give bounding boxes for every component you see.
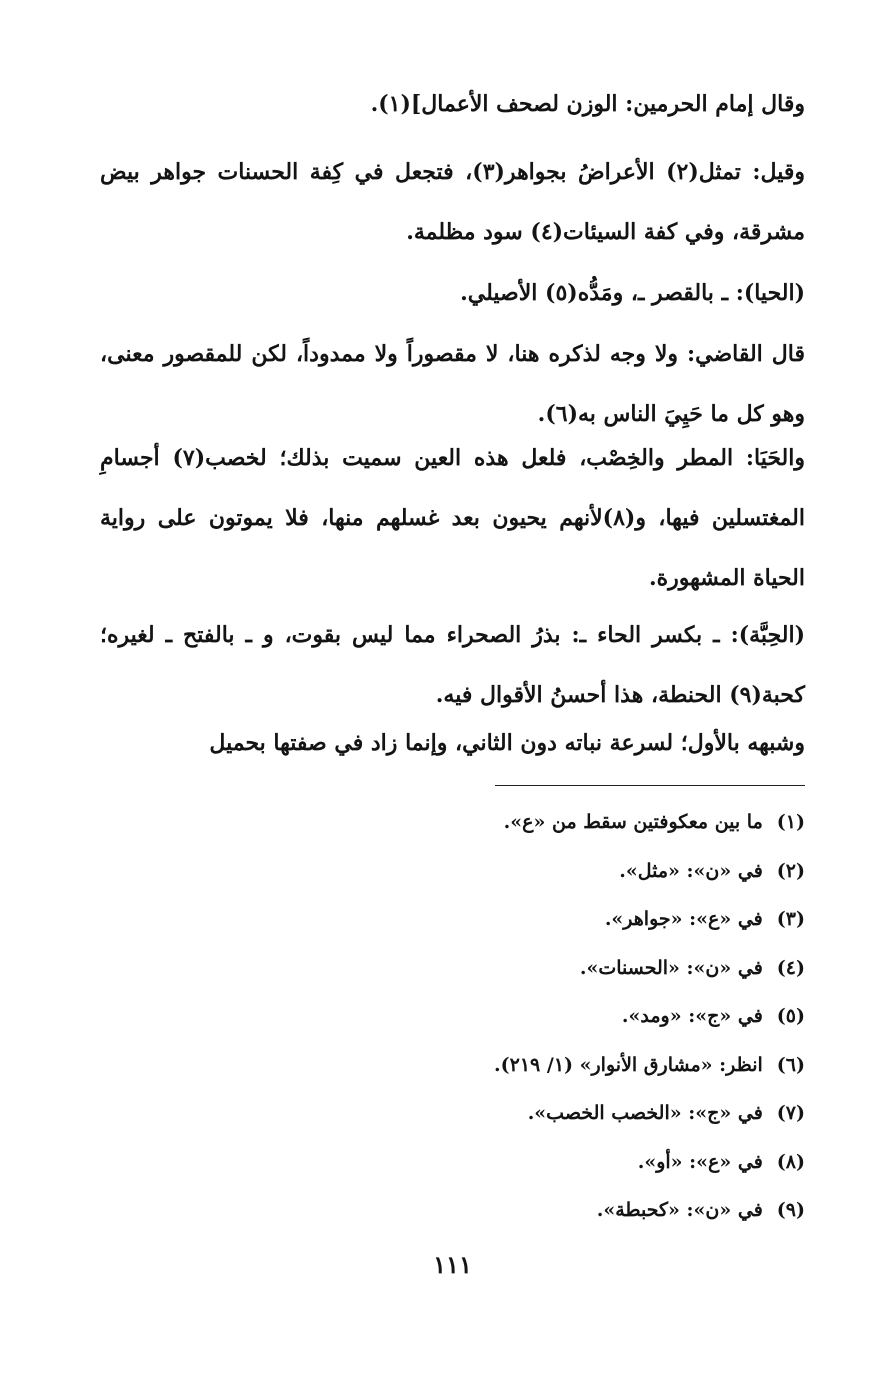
footnote-separator — [495, 785, 805, 786]
footnotes-list — [100, 802, 805, 1239]
footnote-text: في «ع»: «جواهر». — [604, 908, 763, 930]
footnote-item — [100, 1093, 805, 1142]
footnote-item — [100, 996, 805, 1045]
footnote-text: في «ع»: «أو». — [637, 1150, 763, 1173]
footnote-number: (٢) — [776, 859, 805, 882]
footnote-item — [100, 851, 805, 900]
footnote-number: (٥) — [776, 1005, 805, 1027]
footnote-number: (٦) — [776, 1053, 805, 1076]
footnote-item — [100, 899, 805, 948]
footnote-text: ما بين معكوفتين سقط من «ع». — [503, 811, 763, 833]
page-number: ١١١ — [433, 1250, 472, 1279]
footnote-text: في «ج»: «ومد». — [621, 1005, 763, 1027]
footnote-number: (٩) — [776, 1199, 805, 1221]
paragraph-2: وقيل: تمثل(٢) الأعراضُ بجواهر(٣)، فتجعل في كِفة الحسنات جواهر بيض مشرقة، وفي كفة السيئات(٤) سود مظلمة. — [100, 159, 805, 245]
footnote-text: في «ن»: «الحسنات». — [579, 956, 763, 979]
footnote-item — [100, 1142, 805, 1191]
paragraph-6: (الحِبَّة): ـ بكسر الحاء ـ: بذرُ الصحراء مما ليس بقوت، و ـ بالفتح ـ لغيره؛ كحبة(٩) الحنطة، هذا أحسنُ الأقوال فيه. — [100, 622, 805, 708]
paragraph-7: وشبهه بالأول؛ لسرعة نباته دون الثاني، وإنما زاد في صفتها بحميل — [209, 730, 805, 756]
document-page — [100, 0, 805, 1379]
footnote-item — [100, 1045, 805, 1094]
footnote-number: (٧) — [776, 1102, 805, 1124]
paragraph-3: (الحيا): ـ بالقصر ـ، ومَدُّه(٥) الأصيلي. — [460, 280, 805, 306]
paragraph-1: وقال إمام الحرمين: الوزن لصحف الأعمال](١). — [370, 91, 805, 117]
footnote-number: (٤) — [776, 956, 805, 979]
footnote-text: انظر: «مشارق الأنوار» (١/ ٢١٩). — [494, 1053, 763, 1076]
footnote-text: في «ج»: «الخصب الخصب». — [527, 1102, 763, 1124]
footnote-number: (٣) — [776, 908, 805, 930]
footnote-number: (٨) — [776, 1150, 805, 1173]
footnote-number: (١) — [776, 811, 805, 833]
footnote-item — [100, 948, 805, 997]
paragraph-5: والحَيَا: المطر والخِصْب، فلعل هذه العين سميت بذلك؛ لخصب(٧) أجسامِ المغتسلين فيها، و(٨)لأنهم يحيون بعد غسلهم منها، فلا يموتون على رواية الحياة المشهورة. — [100, 445, 805, 591]
footnote-text: في «ن»: «مثل». — [619, 859, 763, 882]
footnote-text: في «ن»: «كحبطة». — [596, 1199, 763, 1221]
footnote-item — [100, 1190, 805, 1239]
paragraph-4: قال القاضي: ولا وجه لذكره هنا، لا مقصوراً ولا ممدوداً، لكن للمقصور معنى، وهو كل ما حَيِيَ الناس به(٦). — [100, 341, 805, 427]
footnote-item — [100, 802, 805, 851]
